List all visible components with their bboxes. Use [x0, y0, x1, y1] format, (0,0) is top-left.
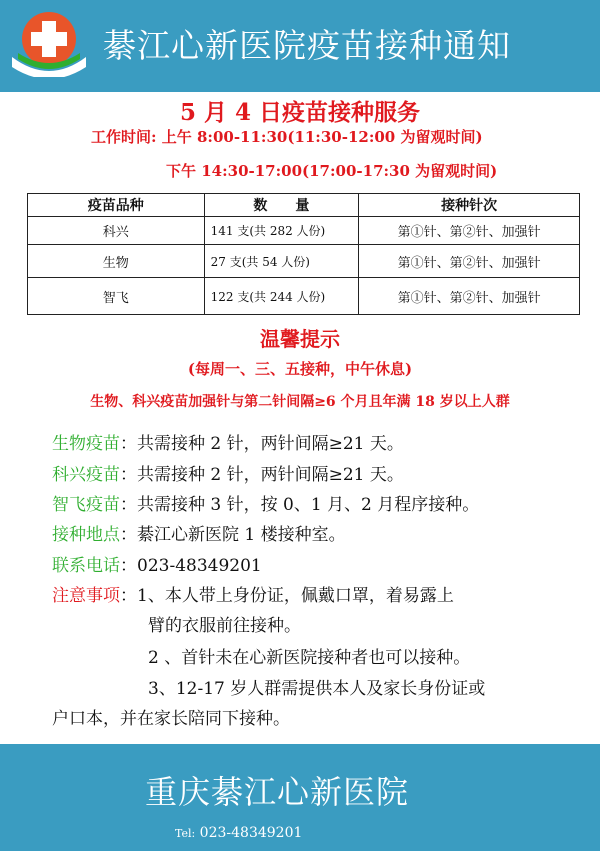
dose-cell: 第①针、第②针、加强针 [359, 278, 580, 315]
hospital-name: 重庆綦江心新医院 [145, 773, 410, 811]
footer-banner [0, 744, 600, 851]
vaccine-name-cell: 智飞 [28, 278, 205, 315]
detail-text: ：共需接种 3 针，按 0、1 月、2 月程序接种。 [120, 495, 480, 515]
detail-label: 接种地点 [52, 525, 120, 545]
table-row [28, 217, 580, 245]
detail-text: ：023-48349201 [120, 556, 262, 576]
notes-label: 注意事项 [52, 586, 120, 606]
detail-line-sinovac [52, 460, 404, 485]
hospital-cross-logo-icon [8, 7, 90, 77]
detail-label: 联系电话 [52, 556, 120, 576]
dose-cell: 第①针、第②针、加强针 [359, 245, 580, 278]
dose-cell: 第①针、第②针、加强针 [359, 217, 580, 245]
detail-text: ：共需接种 2 针，两针间隔≥21 天。 [120, 465, 404, 485]
working-hours-afternoon: 下午 14:30-17:00(17:00-17:30 为留观时间) [166, 162, 498, 180]
table-header-row [28, 194, 580, 217]
notes-item-1: 1、本人带上身份证，佩戴口罩，着易露上 [137, 586, 454, 606]
service-title: 5 月 4 日疫苗接种服务 [179, 99, 421, 126]
column-header-quantity: 数 量 [204, 194, 359, 217]
tips-booster-note: 生物、科兴疫苗加强针与第二针间隔≥6 个月且年满 18 岁以上人群 [90, 394, 510, 410]
column-header-vaccine: 疫苗品种 [28, 194, 205, 217]
tips-schedule: (每周一、三、五接种，中午休息) [187, 360, 413, 378]
quantity-cell: 27 支(共 54 人份) [204, 245, 359, 278]
column-header-dose: 接种针次 [359, 194, 580, 217]
detail-label: 生物疫苗 [52, 434, 120, 454]
notes-sep: ： [120, 586, 137, 606]
tel-number: 023-48349201 [199, 825, 303, 841]
tel-label: Tel: [175, 827, 196, 840]
footer-phone [175, 825, 302, 841]
header-banner [0, 0, 600, 92]
tips-title: 温馨提示 [260, 327, 340, 351]
detail-line-phone [52, 551, 262, 576]
detail-label: 智飞疫苗 [52, 495, 120, 515]
table-row [28, 278, 580, 315]
notes-item-1-cont: 臂的衣服前往接种。 [148, 616, 301, 636]
quantity-cell: 122 支(共 244 人份) [204, 278, 359, 315]
detail-line-zhifei [52, 490, 479, 515]
vaccine-name-cell: 科兴 [28, 217, 205, 245]
vaccine-table [27, 193, 580, 315]
detail-line-biology [52, 429, 404, 454]
vaccine-name-cell: 生物 [28, 245, 205, 278]
notes-line-1 [52, 581, 454, 606]
quantity-cell: 141 支(共 282 人份) [204, 217, 359, 245]
notes-item-3: 3、12-17 岁人群需提供本人及家长身份证或 [148, 679, 486, 699]
notes-item-3-cont: 户口本，并在家长陪同下接种。 [52, 709, 290, 729]
page-title: 綦江心新医院疫苗接种通知 [103, 26, 511, 65]
detail-label: 科兴疫苗 [52, 465, 120, 485]
notes-item-2: 2 、首针未在心新医院接种者也可以接种。 [148, 648, 471, 668]
detail-text: ：綦江心新医院 1 楼接种室。 [120, 525, 346, 545]
table-row [28, 245, 580, 278]
working-hours-morning: 工作时间: 上午 8:00-11:30(11:30-12:00 为留观时间) [91, 128, 483, 146]
detail-text: ：共需接种 2 针，两针间隔≥21 天。 [120, 434, 404, 454]
detail-line-location [52, 520, 346, 545]
